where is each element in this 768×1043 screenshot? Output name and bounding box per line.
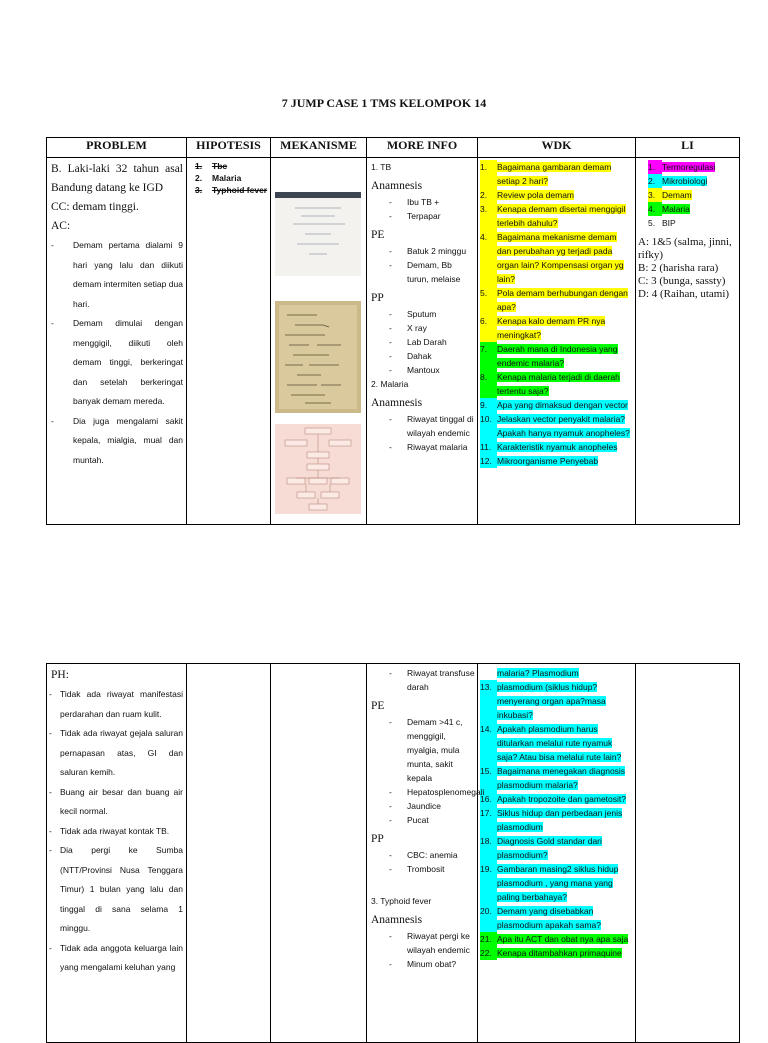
- li-cell: [636, 158, 740, 525]
- item-number: 7.: [480, 342, 497, 370]
- item-text: Mikrobiologi: [662, 176, 708, 186]
- list-item: [480, 440, 633, 454]
- header-mekanisme: MEKANISME: [271, 138, 367, 158]
- item-number: 11.: [480, 440, 497, 454]
- list-item: [480, 342, 633, 370]
- list-item: [480, 202, 633, 230]
- list-item: [480, 862, 633, 904]
- item-number: 16.: [480, 792, 497, 806]
- list-item: [648, 174, 737, 188]
- list-item: [480, 834, 633, 862]
- item-number: 21.: [480, 932, 497, 946]
- mechanism-sketch-image: [275, 192, 361, 276]
- item-text: Kenapa kalo demam PR nya meningkat?: [497, 316, 606, 340]
- item-text: Kenapa demam disertai menggigil terlebih dahulu?: [497, 204, 626, 228]
- item-number: 10.: [480, 412, 497, 440]
- item-text: Apakah plasmodium harus ditularkan melalui rute nyamuk saja? Atau bisa melalui rute lain?: [497, 724, 622, 762]
- ph-item: - Tidak ada riwayat gejala saluran pernapasan atas, GI dan saluran kemih.: [49, 724, 183, 783]
- pe-list: [371, 244, 475, 286]
- header-li: LI: [636, 138, 740, 158]
- item-number: 3.: [480, 202, 497, 230]
- list-item: [480, 932, 633, 946]
- item-text: Diagnosis Gold standar dari plasmodium?: [497, 836, 602, 860]
- list-item: [480, 904, 633, 932]
- item-text: Mikroorganisme Penyebab: [497, 456, 599, 466]
- hipotesis-num: 2.: [195, 173, 203, 183]
- li-group: D: 4 (Raihan, utami): [638, 288, 730, 300]
- list-item: [648, 188, 737, 202]
- anamnesis-heading: Anamnesis: [371, 914, 423, 926]
- list-item: - Demam >41 c, menggigil, myalgia, mula munta, sakit kepala: [389, 715, 475, 785]
- item-number: 8.: [480, 370, 497, 398]
- item-number: 5.: [480, 286, 497, 314]
- mekanisme-cell: [271, 158, 367, 525]
- item-text: Apa yang dimaksud dengan vector: [497, 400, 628, 410]
- li-cell: [636, 664, 740, 1043]
- list-item: - Minum obat?: [389, 957, 475, 971]
- list-item: - Riwayat transfuse darah: [389, 666, 475, 694]
- pp-list: [371, 307, 475, 377]
- hipotesis-text: Typhoid fever: [212, 185, 268, 195]
- ac-item: - Demam dimulai dengan menggigil, diikuti oleh demam tinggi, berkeringat dan setelah berkeringat banyak demam mereda.: [51, 314, 183, 412]
- ac-item: - Dia juga mengalami sakit kepala, mialgia, mual dan muntah.: [51, 412, 183, 471]
- item-text: Demam: [662, 190, 692, 200]
- item-number: 17.: [480, 806, 497, 834]
- item-number: 2.: [480, 188, 497, 202]
- item-number: 2.: [648, 174, 662, 188]
- list-item: - Hepatosplenomegali: [389, 785, 475, 799]
- item-text: Bagaimana mekanisme demam dan perubahan yg terjadi pada organ lain? Kompensasi organ yg lain?: [497, 232, 624, 284]
- ph-label: PH:: [51, 669, 69, 681]
- header-hipotesis: HIPOTESIS: [187, 138, 271, 158]
- item-text: Jelaskan vector penyakit malaria? Apakah hanya nyamuk anopheles?: [497, 414, 630, 438]
- list-item: [480, 370, 633, 398]
- item-text: Review pola demam: [497, 190, 575, 200]
- anamnesis-list: [371, 666, 475, 694]
- ac-item: - Demam pertama dialami 9 hari yang lalu dan diikuti demam intermiten setiap dua hari.: [51, 236, 183, 314]
- item-text: Siklus hidup dan perbedaan jenis plasmodium: [497, 808, 623, 832]
- hipotesis-text: Malaria: [212, 173, 242, 183]
- anamnesis-list: [371, 929, 475, 971]
- list-item: [480, 806, 633, 834]
- item-number: 9.: [480, 398, 497, 412]
- list-item: [480, 792, 633, 806]
- pp-heading: PP: [371, 292, 384, 304]
- item-text: Termoregulasi: [662, 162, 716, 172]
- wdk-text: malaria? Plasmodium: [497, 668, 579, 678]
- list-item: [648, 202, 737, 216]
- ac-list: [51, 236, 183, 470]
- list-item: - Riwayat malaria: [389, 440, 475, 454]
- list-item: - Lab Darah: [389, 335, 475, 349]
- list-item: - Ibu TB +: [389, 195, 475, 209]
- list-item: - Sputum: [389, 307, 475, 321]
- list-item: - CBC: anemia: [389, 848, 475, 862]
- item-number: 5.: [648, 218, 656, 228]
- wdk-continuation: [480, 666, 633, 680]
- anamnesis-heading: Anamnesis: [371, 180, 423, 192]
- list-item: - Batuk 2 minggu: [389, 244, 475, 258]
- item-text: Kenapa ditambahkan primaquine: [497, 948, 622, 958]
- ph-item: - Tidak ada riwayat kontak TB.: [49, 822, 183, 842]
- header-problem: PROBLEM: [47, 138, 187, 158]
- list-item: - X ray: [389, 321, 475, 335]
- list-item: - Dahak: [389, 349, 475, 363]
- wdk-list: [478, 158, 635, 468]
- item-number: 3.: [648, 188, 662, 202]
- hipotesis-text: Tbc: [212, 161, 228, 171]
- item-number: 1.: [648, 160, 662, 174]
- more-info-cell: [367, 664, 485, 1043]
- item-number: 19.: [480, 862, 497, 904]
- wdk-list: [480, 680, 633, 960]
- pe-list: [371, 715, 485, 827]
- li-group: C: 3 (bunga, sassty): [638, 275, 726, 287]
- item-number: 15.: [480, 764, 497, 792]
- item-text: Karakteristik nyamuk anopheles: [497, 442, 618, 452]
- mechanism-handwritten-image: [275, 301, 361, 413]
- list-item: - Terpapar: [389, 209, 475, 223]
- document-title: 7 JUMP CASE 1 TMS KELOMPOK 14: [281, 96, 487, 110]
- section-tb: 1. TB: [371, 162, 392, 172]
- header-wdk: WDK: [478, 138, 636, 158]
- list-item: [648, 160, 737, 174]
- content-row: [47, 664, 740, 1043]
- hipotesis-num: 1.: [195, 161, 203, 171]
- case-table-page-2: [46, 663, 740, 1043]
- item-number: 13.: [480, 680, 497, 722]
- hipotesis-item: [195, 172, 268, 184]
- hipotesis-item: [195, 184, 268, 196]
- more-info-cell: [367, 158, 478, 525]
- problem-cell: [47, 158, 187, 525]
- list-item: - Mantoux: [389, 363, 475, 377]
- wdk-cell: [478, 664, 636, 1043]
- pe-heading: PE: [371, 229, 385, 241]
- pe-heading: PE: [371, 700, 385, 712]
- hipotesis-cell: [187, 664, 271, 1043]
- item-number: 20.: [480, 904, 497, 932]
- ac-label: AC:: [51, 220, 71, 232]
- item-text: plasmodium (siklus hidup? menyerang organ apa?masa inkubasi?: [497, 682, 606, 720]
- section-malaria: 2. Malaria: [371, 379, 409, 389]
- problem-cell: [47, 664, 187, 1043]
- anamnesis-list: [371, 195, 475, 223]
- item-number: 18.: [480, 834, 497, 862]
- list-item: - Riwayat pergi ke wilayah endemic: [389, 929, 475, 957]
- list-item: [480, 188, 633, 202]
- list-item: [480, 398, 633, 412]
- ph-item: - Dia pergi ke Sumba (NTT/Provinsi Nusa Tenggara Timur) 1 bulan yang lalu dan tinggal di sana selama 1 minggu.: [49, 841, 183, 939]
- list-item: [648, 216, 737, 230]
- list-item: [480, 314, 633, 342]
- list-item: [480, 230, 633, 286]
- li-list: [648, 160, 737, 230]
- hipotesis-item: [195, 160, 268, 172]
- header-row: [47, 138, 740, 158]
- mechanism-flowchart-image: [275, 424, 361, 514]
- header-more-info: MORE INFO: [367, 138, 478, 158]
- anamnesis-heading: Anamnesis: [371, 397, 423, 409]
- item-number: 22.: [480, 946, 497, 960]
- list-item: [480, 722, 633, 764]
- item-text: Pola demam berhubungan dengan apa?: [497, 288, 628, 312]
- item-number: 1.: [480, 160, 497, 188]
- list-item: [480, 160, 633, 188]
- item-text: Demam yang disebabkan plasmodium apakah sama?: [497, 906, 601, 930]
- ph-item: - Tidak ada riwayat manifestasi perdarahan dan ruam kulit.: [49, 685, 183, 724]
- item-number: 6.: [480, 314, 497, 342]
- list-item: - Jaundice: [389, 799, 475, 813]
- mekanisme-cell: [271, 664, 367, 1043]
- anamnesis-list: [371, 412, 475, 454]
- list-item: [480, 680, 633, 722]
- li-group: A: 1&5 (salma, jinni, rifky): [638, 236, 732, 261]
- pp-heading: PP: [371, 833, 384, 845]
- item-text: Daerah mana di Indonesia yang endemic malaria?: [497, 344, 618, 368]
- wdk-cell: [478, 158, 636, 525]
- problem-intro: B. Laki-laki 32 tahun asal Bandung datang ke IGD: [51, 163, 183, 194]
- ph-item: - Tidak ada anggota keluarga lain yang mengalami keluhan yang: [49, 939, 183, 978]
- list-item: [480, 764, 633, 792]
- pp-list: [371, 848, 475, 876]
- item-text: Gambaran masing2 siklus hidup plasmodium , yang mana yang paling berbahaya?: [497, 864, 619, 902]
- li-groups: [638, 236, 737, 301]
- item-text: Bagaimana menegakan diagnosis plasmodium malaria?: [497, 766, 626, 790]
- list-item: - Demam, Bb turun, melaise: [389, 258, 475, 286]
- list-item: [480, 454, 633, 468]
- item-number: 12.: [480, 454, 497, 468]
- item-text: Apakah tropozoite dan gametosit?: [497, 794, 627, 804]
- item-number: 4.: [480, 230, 497, 286]
- content-row: [47, 158, 740, 525]
- chief-complaint: CC: demam tinggi.: [51, 201, 139, 213]
- hipotesis-cell: [187, 158, 271, 525]
- item-text: Malaria: [662, 204, 690, 214]
- item-text: BIP: [662, 218, 676, 228]
- case-table-page-1: [46, 137, 740, 525]
- ph-item: - Buang air besar dan buang air kecil normal.: [49, 783, 183, 822]
- list-item: - Pucat: [389, 813, 475, 827]
- section-typhoid: 3. Typhoid fever: [371, 896, 432, 906]
- li-group: B: 2 (harisha rara): [638, 262, 719, 274]
- item-text: Apa itu ACT dan obat nya apa saja: [497, 934, 629, 944]
- item-number: 14.: [480, 722, 497, 764]
- list-item: [480, 946, 633, 960]
- ph-list: [49, 685, 183, 978]
- item-number: 4.: [648, 202, 662, 216]
- list-item: - Trombosit: [389, 862, 475, 876]
- item-text: Kenapa malaria terjadi di daerah tertentu saja?: [497, 372, 620, 396]
- list-item: [480, 412, 633, 440]
- list-item: [480, 286, 633, 314]
- item-text: Bagaimana gambaran demam setiap 2 hari?: [497, 162, 612, 186]
- list-item: - Riwayat tinggal di wilayah endemic: [389, 412, 475, 440]
- hipotesis-num: 3.: [195, 185, 203, 195]
